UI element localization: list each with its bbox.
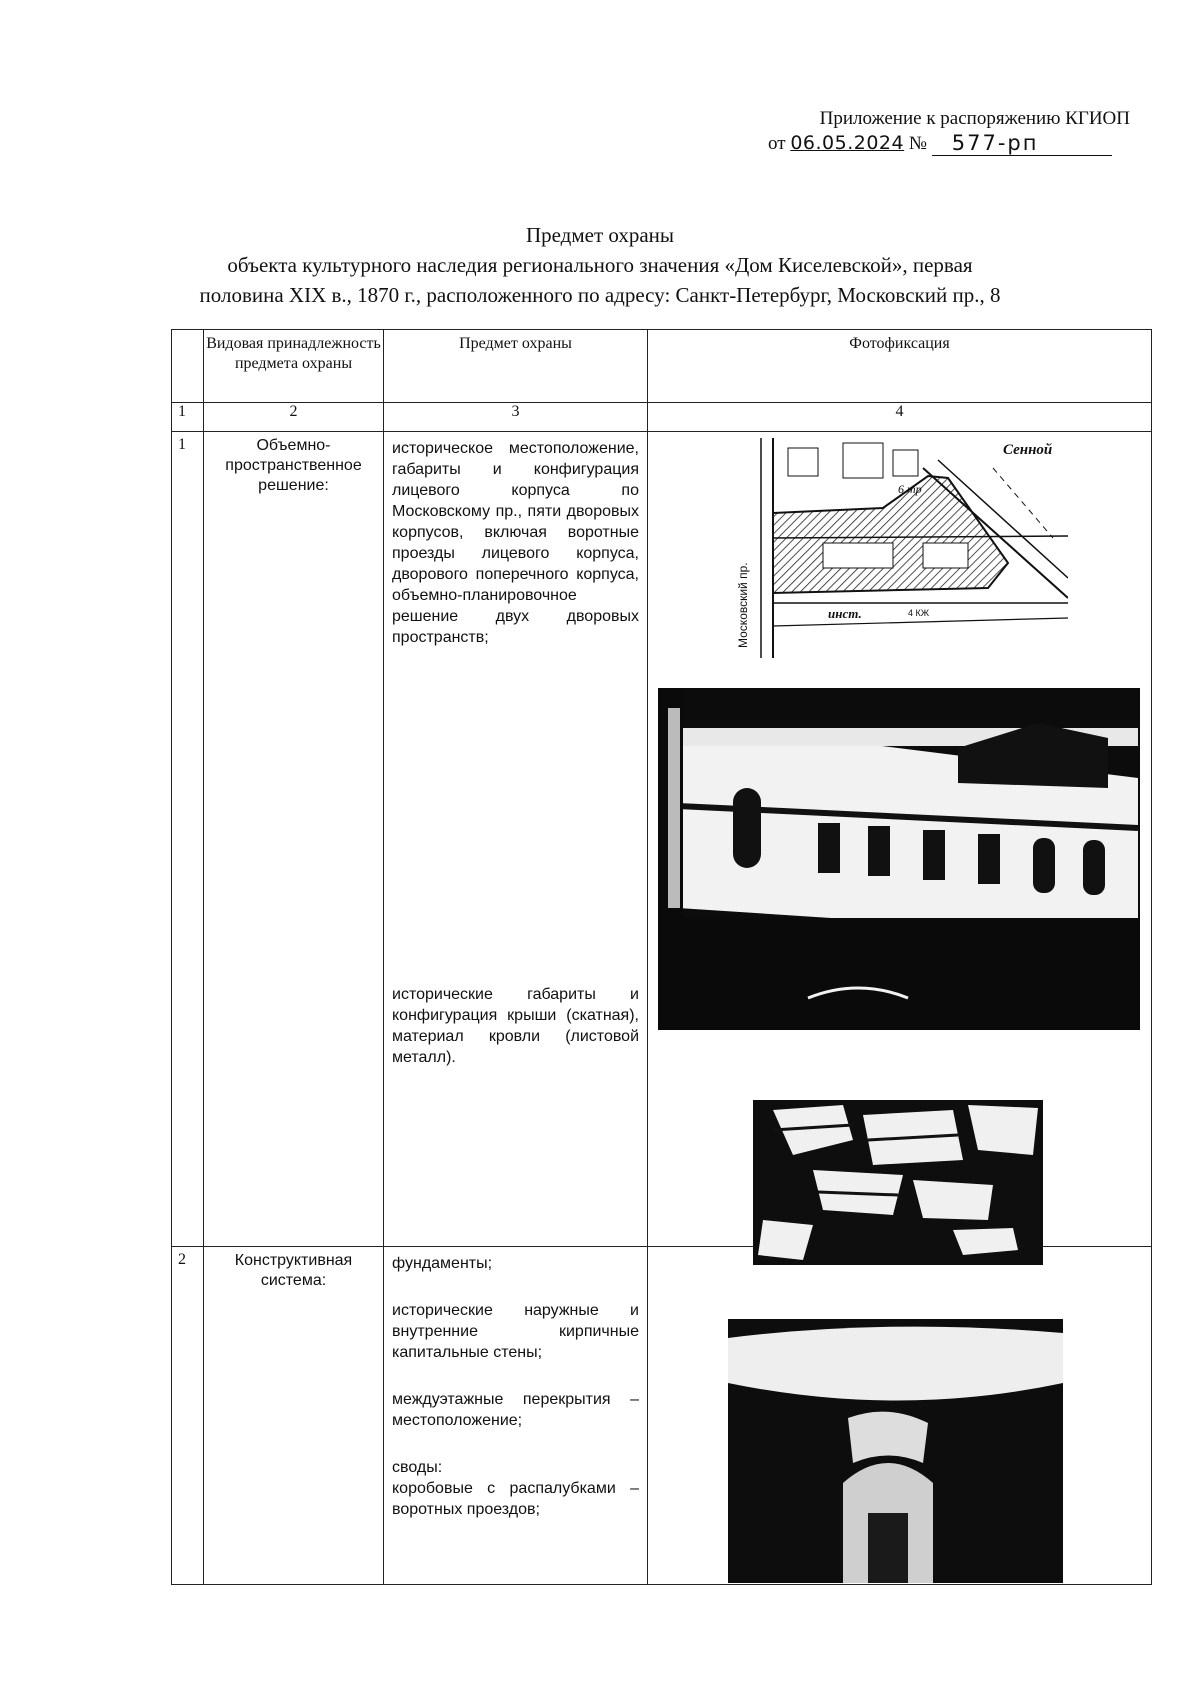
table-row <box>172 1247 1152 1585</box>
column-number-row <box>172 403 1152 432</box>
col-number-4: 4 <box>648 403 1152 432</box>
header-cell-kind: Видовая принадлежность предмета охраны <box>204 330 384 403</box>
annex-no-label: № <box>908 133 927 154</box>
subject-item: исторические наружные и внутренние кирпичные капитальные стены; <box>392 1302 639 1361</box>
annex-number-line <box>932 133 1112 156</box>
document-title <box>150 220 1050 310</box>
row-subject <box>384 432 648 1247</box>
site-plan-image <box>733 438 1068 658</box>
header-cell-photo: Фотофиксация <box>648 330 1152 403</box>
table-header-row <box>172 330 1152 403</box>
plan-label-a: 6.тр <box>898 482 922 496</box>
header-cell-subject: Предмет охраны <box>384 330 648 403</box>
subject-item: междуэтажные перекрытия – местоположение; <box>392 1391 639 1429</box>
vault-photo-image <box>728 1313 1063 1583</box>
facade-photo-image <box>658 688 1140 1030</box>
row-photos <box>648 1247 1152 1585</box>
table-row <box>172 432 1152 1247</box>
row-subject <box>384 1247 648 1585</box>
row-kind: Конструктивная система: <box>204 1247 384 1585</box>
plan-street-top: Сенной <box>1003 442 1053 458</box>
col-number-3: 3 <box>384 403 648 432</box>
subject-item: исторические габариты и конфигурация крыши (скатная), материал кровли (листовой металл). <box>392 986 639 1066</box>
subject-item: коробовые с распалубками – воротных проездов; <box>392 1480 639 1518</box>
plan-street-vertical: Московский пр. <box>736 562 750 648</box>
row-photos <box>648 432 1152 1247</box>
annex-title: Приложение к распоряжению КГИОП <box>819 108 1130 129</box>
row-kind: Объемно-пространственное решение: <box>204 432 384 1247</box>
title-line-2: объекта культурного наследия регионального значения «Дом Киселевской», первая <box>227 253 973 277</box>
subject-item: своды: <box>392 1459 443 1476</box>
protection-subject-table <box>171 329 1152 1585</box>
subject-item: историческое местоположение, габариты и конфигурация лицевого корпуса по Московскому пр., пяти дворовых корпусов, включая воротные проезды лицевого корпуса, дворового поперечного корпуса, объемно-планировочное решение двух дворовых пространств; <box>392 440 639 646</box>
row-number: 2 <box>172 1247 204 1585</box>
subject-item: фундаменты; <box>392 1255 493 1272</box>
plan-label-b: инст. <box>828 606 862 621</box>
annex-date-number <box>700 132 1130 156</box>
header-cell-number <box>172 330 204 403</box>
annex-from-label: от <box>768 133 786 154</box>
col-number-2: 2 <box>204 403 384 432</box>
title-line-1: Предмет охраны <box>525 223 675 247</box>
row-number: 1 <box>172 432 204 1247</box>
annex-number: 577-рп <box>951 131 1039 155</box>
annex-reference <box>700 108 1130 156</box>
annex-date: 06.05.2024 <box>790 132 905 154</box>
title-line-3: половина XIX в., 1870 г., расположенного по адресу: Санкт-Петербург, Московский пр., 8 <box>199 283 1001 307</box>
col-number-1: 1 <box>172 403 204 432</box>
plan-label-c: 4 КЖ <box>908 608 930 618</box>
roof-aerial-photo-image <box>753 1100 1043 1265</box>
